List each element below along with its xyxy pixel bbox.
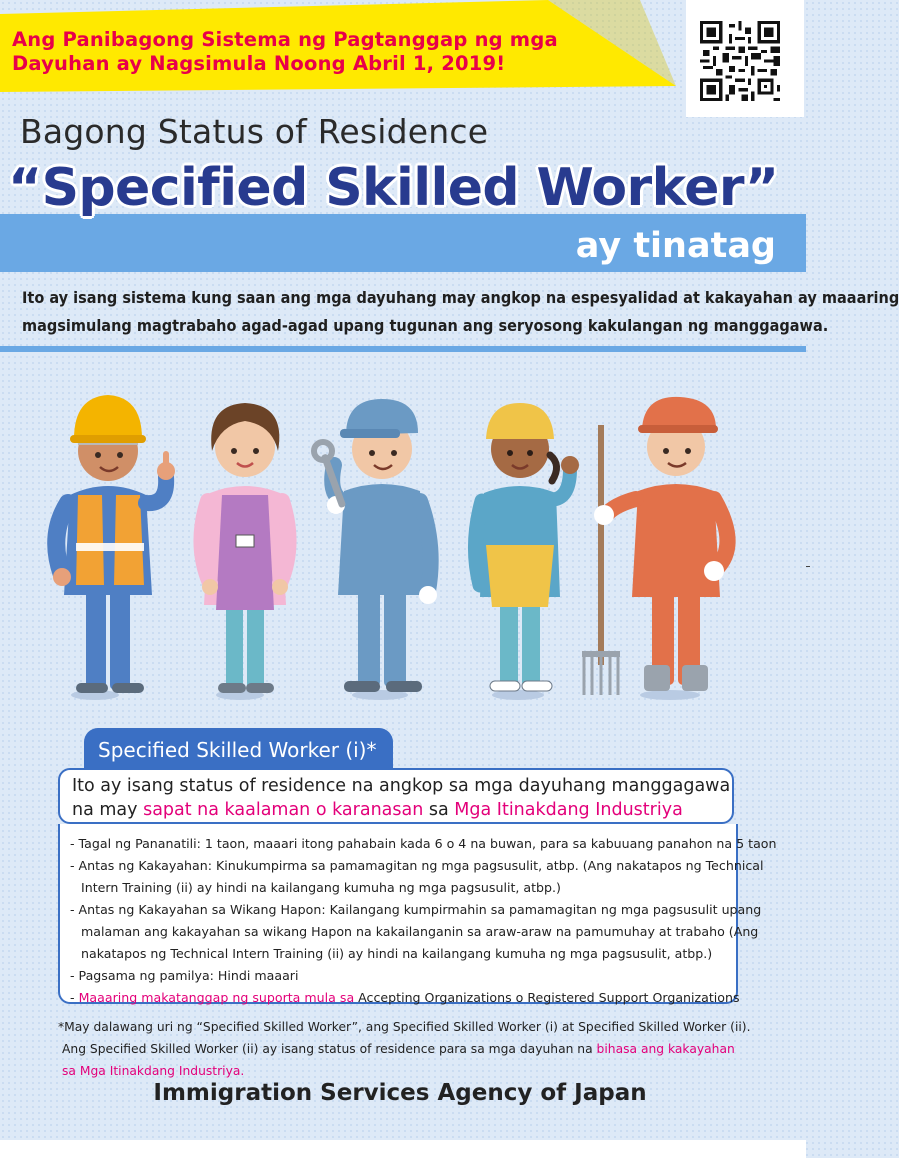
heading-line-1: Bagong Status of Residence [20,112,489,151]
farmer-figure [582,397,728,700]
caregiver-figure [201,403,288,700]
bottom-margin [0,1140,806,1158]
construction-worker-figure [53,395,175,700]
status-line-1: Ito ay isang status of residence na angkop sa mga dayuhang manggagawa [72,776,731,796]
intro-line-1: Ito ay isang sistema kung saan ang mga dayuhang may angkop na espesyalidad at kakayahan ay maaaring [22,289,899,307]
footnote-line-1: *May dalawang uri ng “Specified Skilled Worker”, ang Specified Skilled Worker (i) at Specified Skilled Worker (ii). [58,1020,751,1034]
detail-item-japanese-cont: nakatapos ng Technical Intern Training (ii) ay hindi na kailangang kumuha ng mga pagsusulit, atbp.) [81,946,713,961]
footnote-line-2 [58,1038,808,1060]
detail-item-support [70,987,740,1009]
banner-text [12,28,612,76]
page-title: “Specified Skilled Worker” [8,158,779,218]
detail-item-japanese: - Antas ng Kakayahan sa Wikang Hapon: Kailangang kumpirmahin sa pamamagitan ng mga pagsusulit upang [70,902,762,917]
status-text: na may [72,800,144,820]
detail-text: Accepting Organizations o Registered Support Organizations [354,990,740,1005]
highlight-skilled: bihasa ang kakayahan [596,1042,735,1056]
heading-line-3: ay tinatag [575,226,776,266]
intro-line-2: magsimulang magtrabaho agad-agad upang tugunan ang seryosong kakulangan ng manggagawa. [22,317,829,335]
highlight-support: Maaaring makatanggap ng suporta mula sa [78,990,355,1005]
banner-line-2: Dayuhan ay Nagsimula Noong Abril 1, 2019! [12,52,506,75]
highlight-industries: Mga Itinakdang Industriya [454,800,683,820]
status-line-2 [72,798,732,822]
mechanic-figure [314,399,437,700]
announcement-banner [0,0,690,92]
highlight-knowledge: sapat na kaalaman o karanasan [143,800,424,820]
banner-line-1: Ang Panibagong Sistema ng Pagtanggap ng mga [12,28,558,51]
section-tab: Specified Skilled Worker (i)* [84,728,393,770]
status-text: sa [423,800,455,820]
agency-name: Immigration Services Agency of Japan [153,1080,647,1106]
detail-item-skill-cont: Intern Training (ii) ay hindi na kailangang kumuha ng mga pagsusulit, atbp.) [81,880,561,895]
details-list [58,824,777,1005]
footnote-text: Ang Specified Skilled Worker (ii) ay isang status of residence para sa mga dayuhan na [62,1042,597,1056]
footnote [58,1016,808,1082]
qr-code[interactable] [686,0,804,117]
qr-code-icon [700,19,780,103]
divider [0,346,806,352]
detail-item-stay: - Tagal ng Pananatili: 1 taon, maaari itong pahabain kada 6 o 4 na buwan, para sa kabuuang panahon na 5 taon [70,836,777,851]
footnote-line-3: sa Mga Itinakdang Industriya. [62,1064,245,1078]
status-summary [58,768,734,824]
detail-dash: - [70,990,79,1005]
intro-text [22,284,899,340]
crop-mark [806,566,810,567]
detail-item-skill: - Antas ng Kakayahan: Kinukumpirma sa pamamagitan ng mga pagsusulit, atbp. (Ang nakatapos ng Technical [70,858,764,873]
workers-illustration [40,385,760,715]
detail-item-japanese-cont: malaman ang kakayahan sa wikang Hapon na kakailanganin sa araw-araw na pamumuhay at trabaho (Ang [81,924,759,939]
detail-item-family: - Pagsama ng pamilya: Hindi maaari [70,968,299,983]
food-service-figure [475,403,579,700]
